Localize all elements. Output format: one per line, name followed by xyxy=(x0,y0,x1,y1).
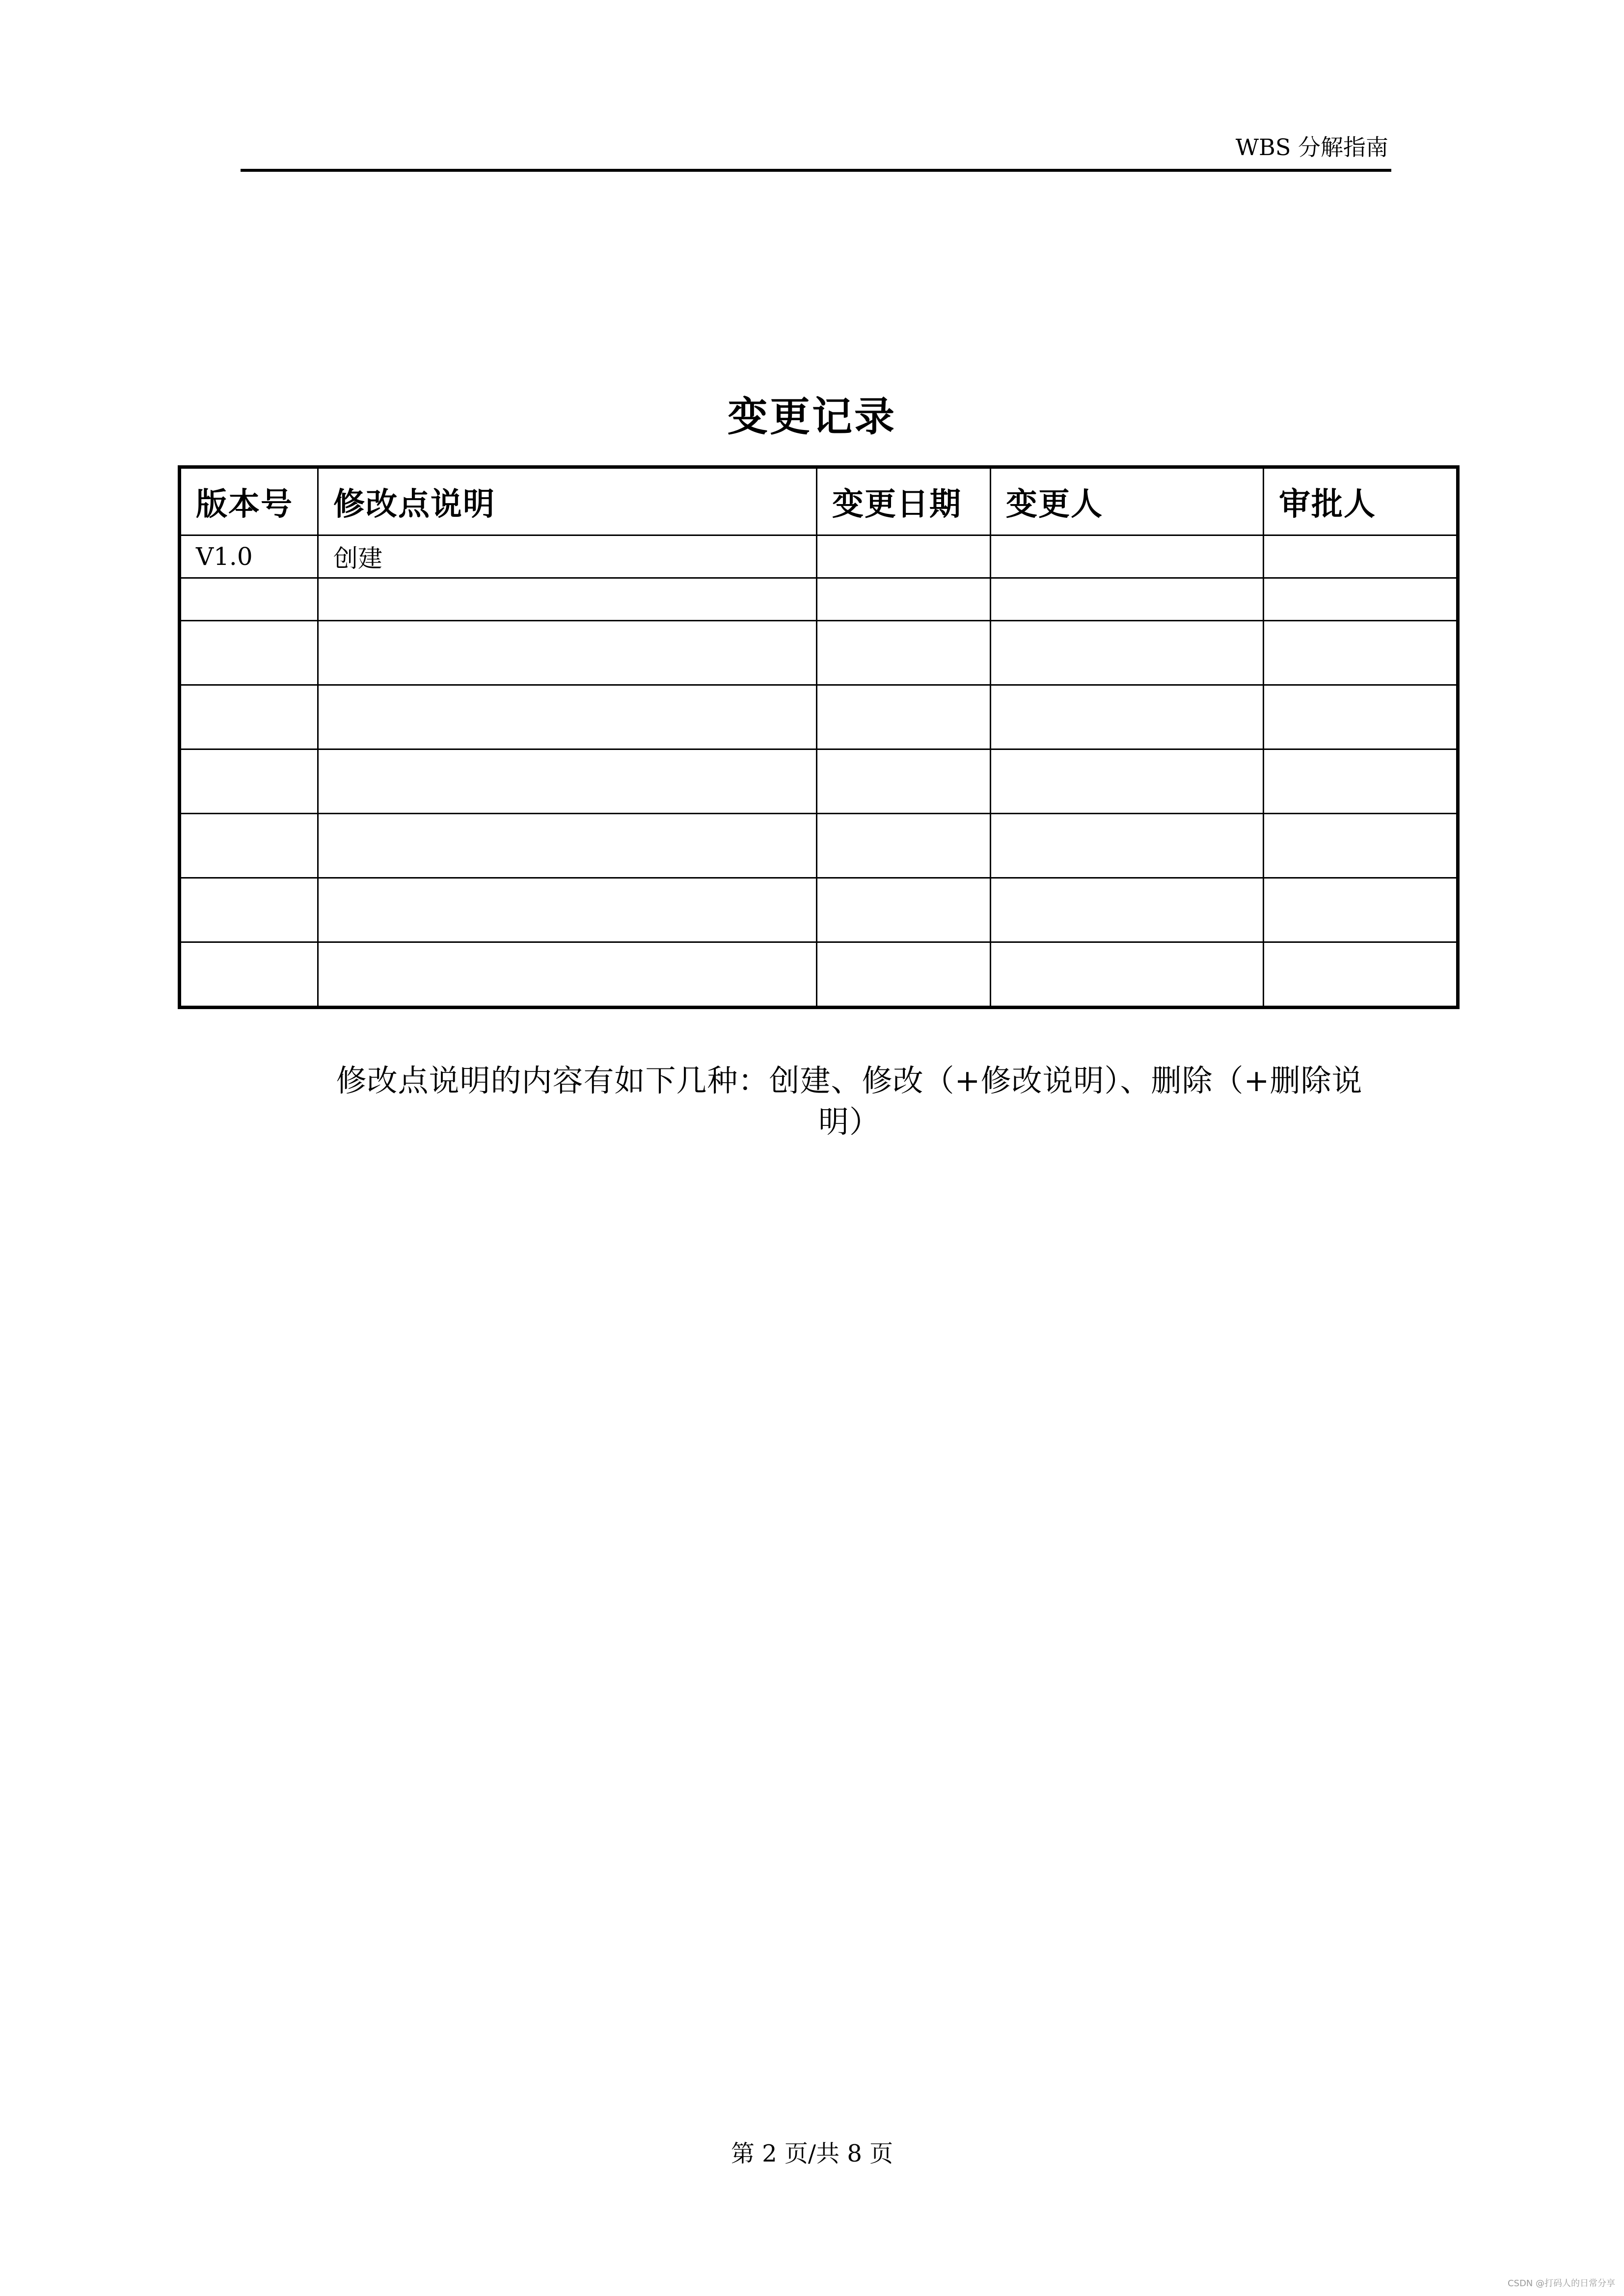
cell-version xyxy=(180,814,318,878)
cell-changed-by xyxy=(991,878,1264,942)
table-row xyxy=(180,878,1458,942)
watermark-text: CSDN @打码人的日常分享 xyxy=(1507,2278,1615,2289)
page-number: 第 2 页/共 8 页 xyxy=(731,2140,893,2167)
cell-version: V1.0 xyxy=(180,535,318,578)
header-doc-name: WBS 分解指南 xyxy=(1235,134,1388,160)
cell-approver xyxy=(1264,621,1458,685)
cell-version xyxy=(180,685,318,749)
cell-version xyxy=(180,942,318,1008)
cell-change-date xyxy=(817,814,991,878)
cell-approver xyxy=(1264,578,1458,621)
cell-changed-by xyxy=(991,814,1264,878)
cell-changed-by xyxy=(991,685,1264,749)
table-row xyxy=(180,621,1458,685)
cell-changed-by xyxy=(991,749,1264,814)
cell-change-date xyxy=(817,621,991,685)
table-row xyxy=(180,685,1458,749)
cell-change-description xyxy=(318,878,817,942)
table-row xyxy=(180,578,1458,621)
cell-changed-by xyxy=(991,621,1264,685)
cell-version xyxy=(180,578,318,621)
cell-changed-by xyxy=(991,942,1264,1008)
cell-approver xyxy=(1264,535,1458,578)
cell-change-date xyxy=(817,878,991,942)
cell-version xyxy=(180,749,318,814)
cell-change-date xyxy=(817,685,991,749)
change-description-note: 修改点说明的内容有如下几种：创建、修改（+修改说明）、删除（+删除说明） xyxy=(336,1063,1363,1140)
cell-approver xyxy=(1264,749,1458,814)
column-header-approver: 审批人 xyxy=(1264,467,1458,535)
cell-change-description xyxy=(318,578,817,621)
cell-approver xyxy=(1264,878,1458,942)
table-row xyxy=(180,535,1458,578)
column-header-change-date: 变更日期 xyxy=(817,467,991,535)
table-row xyxy=(180,814,1458,878)
cell-approver xyxy=(1264,685,1458,749)
column-header-changed-by: 变更人 xyxy=(991,467,1264,535)
cell-change-description xyxy=(318,685,817,749)
cell-change-description xyxy=(318,942,817,1008)
column-header-change-description: 修改点说明 xyxy=(318,467,817,535)
cell-change-description: 创建 xyxy=(318,535,817,578)
cell-changed-by xyxy=(991,578,1264,621)
cell-change-description xyxy=(318,749,817,814)
cell-approver xyxy=(1264,942,1458,1008)
cell-version xyxy=(180,621,318,685)
table-row xyxy=(180,749,1458,814)
table-row xyxy=(180,942,1458,1008)
cell-change-date xyxy=(817,578,991,621)
header-rule xyxy=(241,169,1391,172)
cell-version xyxy=(180,878,318,942)
page-title: 变更记录 xyxy=(727,394,896,440)
table-header-row xyxy=(180,467,1458,535)
cell-changed-by xyxy=(991,535,1264,578)
change-record-table xyxy=(178,465,1460,1009)
cell-change-description xyxy=(318,621,817,685)
column-header-version: 版本号 xyxy=(180,467,318,535)
cell-change-date xyxy=(817,749,991,814)
cell-change-description xyxy=(318,814,817,878)
cell-change-date xyxy=(817,942,991,1008)
cell-change-date xyxy=(817,535,991,578)
cell-approver xyxy=(1264,814,1458,878)
